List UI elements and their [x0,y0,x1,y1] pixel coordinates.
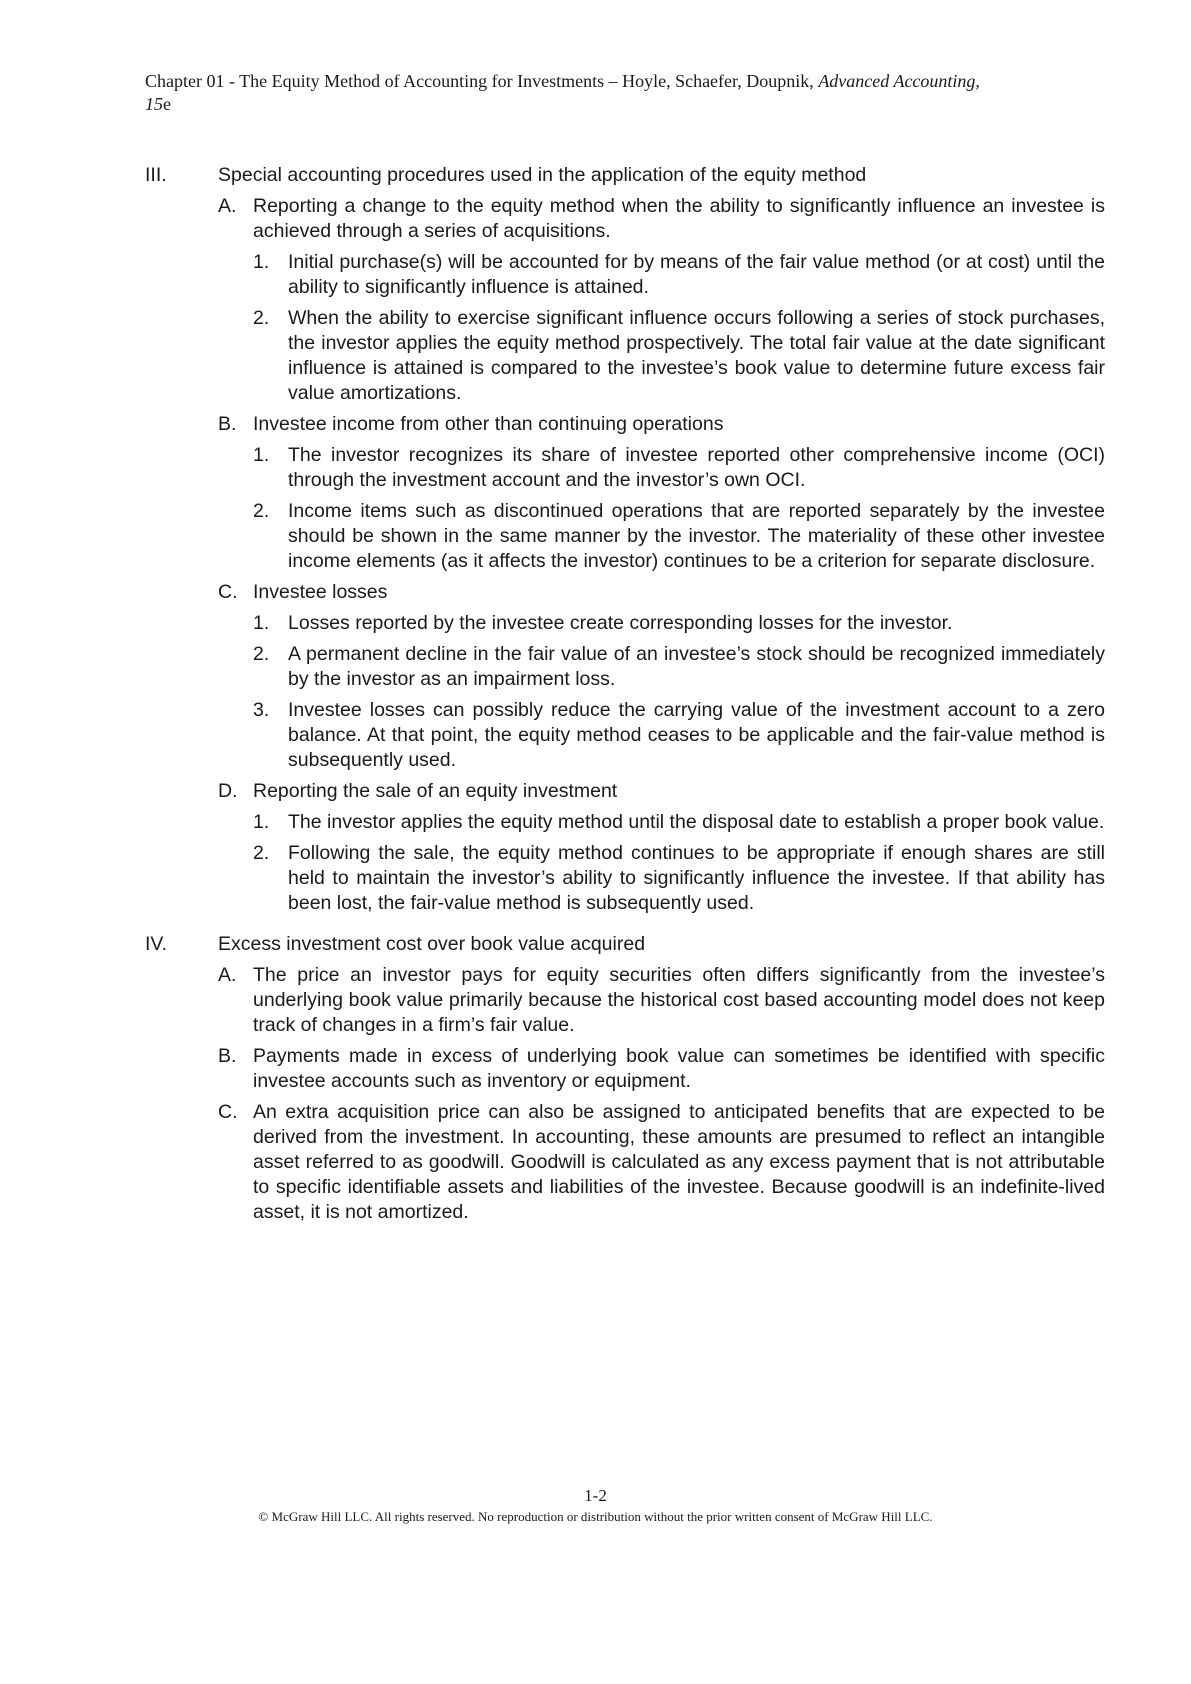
page-header [145,70,1095,116]
outline-subitem [253,698,1105,773]
outline-content [145,163,1105,1233]
subitem-list [253,810,1105,916]
outline-subitem [253,499,1105,574]
outline-item [218,963,1105,1038]
section-body [218,932,1105,1225]
item-body [253,1100,1105,1225]
copyright-notice: © McGraw Hill LLC. All rights reserved. No reproduction or distribution without the prior written consent of McGraw Hill LLC. [258,1509,933,1524]
item-label: B. [218,1045,237,1067]
item-body [253,963,1105,1038]
subitem-label: 2. [253,500,270,522]
subitem-text: Initial purchase(s) will be accounted for by means of the fair value method (or at cost) until the ability to significantly influence is attained. [288,251,1105,298]
subitem-list [253,611,1105,773]
outline-subitem [253,250,1105,300]
header-book-title: Advanced Accounting, [818,71,980,91]
item-text: Reporting the sale of an equity investment [253,780,618,802]
section-title: Excess investment cost over book value acquired [218,933,646,955]
item-text: Payments made in excess of underlying book value can sometimes be identified with specific investee accounts such as inventory or equipment. [253,1045,1105,1092]
item-label: B. [218,413,237,435]
subitem-text: Investee losses can possibly reduce the carrying value of the investment account to a zero balance. At that point, the equity method ceases to be applicable and the fair-value method is subsequently used. [288,699,1105,771]
subitem-text: Income items such as discontinued operations that are reported separately by the investee should be shown in the same manner by the investor. The materiality of these other investee income elements (as it affects the investor) continues to be a criterion for separate disclosure. [288,500,1105,572]
item-label: C. [218,581,238,603]
header-chapter-text: Chapter 01 - The Equity Method of Accounting for Investments – Hoyle, Schaefer, Doupnik, [145,71,819,91]
subitem-list [253,250,1105,406]
outline-subitem [253,841,1105,916]
section-number: IV. [145,933,168,955]
header-edition-number: 15 [145,94,163,114]
subitem-text: Following the sale, the equity method continues to be appropriate if enough shares are still held to maintain the investor’s ability to significantly influence the investee. If that ability has been lost, the fair-value method is subsequently used. [288,842,1105,914]
subitem-text: Losses reported by the investee create corresponding losses for the investor. [288,612,953,634]
subitem-label: 1. [253,444,270,466]
subitem-text: When the ability to exercise significant influence occurs following a series of stock purchases, the investor applies the equity method prospectively. The total fair value at the date significant influence is attained is compared to the investee’s book value to determine future excess fair value amortizations. [288,307,1105,404]
page-number: 1-2 [584,1486,607,1505]
outline-item [218,194,1105,406]
item-text: Investee losses [253,581,388,603]
section-number: III. [145,164,167,186]
outline-item [218,779,1105,916]
outline-item [218,580,1105,773]
subitem-label: 2. [253,643,270,665]
item-text: The price an investor pays for equity securities often differs significantly from the investee’s underlying book value primarily because the historical cost based accounting model does not keep track of changes in a firm’s fair value. [253,964,1105,1036]
outline-subitem [253,642,1105,692]
item-body [253,1044,1105,1094]
subitem-label: 1. [253,612,270,634]
item-text: An extra acquisition price can also be assigned to anticipated benefits that are expected to be derived from the investment. In accounting, these amounts are presumed to reflect an intangible asset referred to as goodwill. Goodwill is calculated as any excess payment that is not attributable to specific identifiable assets and liabilities of the investee. Because goodwill is an indefinite-lived asset, it is not amortized. [253,1101,1105,1223]
item-label: C. [218,1101,238,1123]
subitem-list [253,443,1105,574]
outline-item [218,1100,1105,1225]
outline-subitem [253,810,1105,835]
item-body [253,194,1105,406]
page-footer [0,1486,1191,1526]
item-body [253,412,1105,574]
item-label: A. [218,964,237,986]
item-text: Investee income from other than continuing operations [253,413,724,435]
subitem-text: The investor recognizes its share of investee reported other comprehensive income (OCI) through the investment account and the investor’s own OCI. [288,444,1105,491]
outline-subitem [253,611,1105,636]
subitem-label: 1. [253,811,270,833]
item-text: Reporting a change to the equity method when the ability to significantly influence an investee is achieved through a series of acquisitions. [253,195,1105,242]
item-label: D. [218,780,238,802]
outline-section [145,163,1105,916]
subitem-text: A permanent decline in the fair value of an investee’s stock should be recognized immediately by the investor as an impairment loss. [288,643,1105,690]
subitem-label: 2. [253,307,270,329]
subitem-label: 3. [253,699,270,721]
subitem-text: The investor applies the equity method until the disposal date to establish a proper book value. [288,811,1105,833]
outline-subitem [253,306,1105,406]
header-edition-suffix: e [163,94,171,114]
section-body [218,163,1105,916]
outline-section [145,932,1105,1225]
subitem-label: 1. [253,251,270,273]
outline-subitem [253,443,1105,493]
subitem-label: 2. [253,842,270,864]
item-body [253,580,1105,773]
outline-item [218,412,1105,574]
item-body [253,779,1105,916]
outline-item [218,1044,1105,1094]
item-label: A. [218,195,237,217]
section-title: Special accounting procedures used in the application of the equity method [218,164,867,186]
